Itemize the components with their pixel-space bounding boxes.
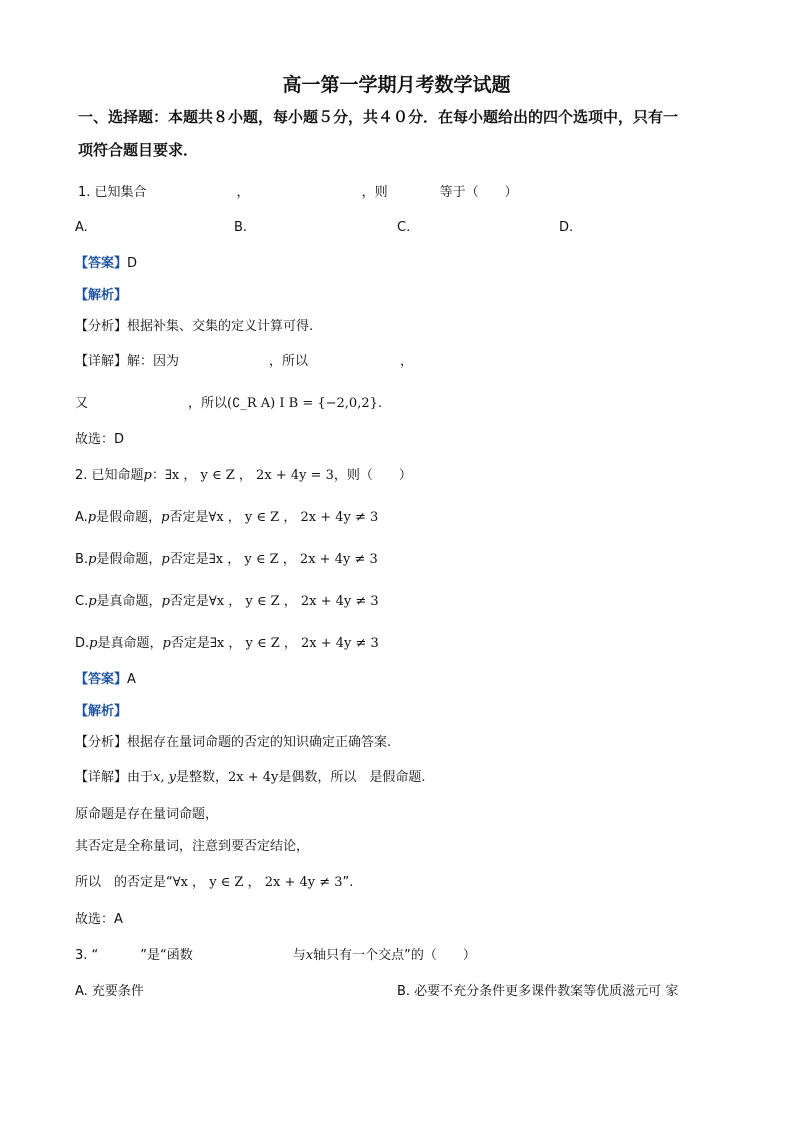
q3-stem-c: 与: [292, 948, 306, 963]
q3-option-b[interactable]: B. 必要不充分条件更多课件教案等优质滋元可 家: [397, 984, 679, 999]
q3-stem-d: 轴只有一个交点”的（ ）: [313, 948, 476, 963]
q1-stem-d: 等于（ ）: [439, 185, 518, 200]
detail-b: 是整数，: [175, 770, 228, 785]
page-title: 高一第一学期月考数学试题: [282, 74, 511, 96]
option-text2: 否定是: [169, 594, 209, 609]
q2-line3: [75, 874, 353, 892]
fenxi-tag: 【分析】: [75, 319, 128, 334]
q1-option-b[interactable]: B.: [234, 220, 248, 235]
detail-xy: x, y: [153, 770, 176, 785]
section-heading-line1: 一、选择题：本题共８小题，每小题５分，共４０分．在每小题给出的四个选项中，只有一: [78, 108, 679, 126]
q2-fenxi: [75, 734, 391, 752]
q2-detail: [75, 769, 426, 787]
detail-line2-math: (∁_R A) I B = {−2,0,2}: [227, 396, 378, 411]
line3-a: 所以 的否定是“: [75, 875, 173, 890]
q3-stem-a: 3. “: [75, 948, 99, 963]
q1-stem: [78, 184, 518, 202]
q3-stem-b: ”是“函数: [140, 948, 193, 963]
option-text1: 是真命题，: [97, 636, 163, 651]
option-p: p: [89, 636, 98, 651]
option-text1: 是真命题，: [96, 594, 162, 609]
option-math: ∃x ， y ∈ Z ， 2x + 4y ≠ 3: [209, 636, 379, 651]
option-math: ∀x ， y ∈ Z ， 2x + 4y ≠ 3: [208, 510, 379, 525]
option-label: D.: [75, 636, 90, 651]
q2-line2: 其否定是全称量词，注意到要否定结论，: [75, 839, 310, 854]
q2-answer: [75, 671, 136, 689]
q2-stem-p: p: [143, 468, 152, 483]
q2-conclusion: 故选：A: [75, 912, 123, 927]
answer-value: D: [127, 256, 138, 271]
line3-math: ∀x ， y ∈ Z ， 2x + 4y ≠ 3: [172, 875, 343, 890]
detail-tag: 【详解】: [75, 770, 128, 785]
line3-b: ”.: [342, 875, 354, 890]
option-label: C.: [75, 594, 89, 609]
option-text2: 否定是: [169, 552, 209, 567]
detail-line2-end: .: [377, 396, 383, 411]
option-p: p: [87, 510, 97, 525]
q2-stem: [75, 467, 412, 485]
q1-option-d[interactable]: D.: [559, 220, 574, 235]
q2-option-d[interactable]: [75, 635, 379, 653]
option-label: B.: [75, 552, 89, 567]
option-p2: p: [161, 510, 170, 525]
q1-detail-line2: [75, 395, 382, 413]
fenxi-text: 根据存在量词命题的否定的知识确定正确答案.: [127, 735, 392, 750]
option-text1: 是假命题，: [96, 510, 162, 525]
q2-option-a[interactable]: [75, 509, 378, 527]
q2-option-b[interactable]: [75, 551, 378, 569]
fenxi-text: 根据补集、交集的定义计算可得.: [127, 319, 314, 334]
q2-stem-math: ：∃x ， y ∈ Z ， 2x + 4y = 3: [151, 468, 334, 483]
option-text1: 是假命题，: [96, 552, 162, 567]
q1-conclusion: 故选：D: [75, 432, 125, 447]
q3-option-a[interactable]: A. 充要条件: [75, 984, 144, 999]
detail-b: ，所以: [269, 354, 309, 369]
detail-a: 由于: [127, 770, 154, 785]
q2-stem-a: 2. 已知命题: [75, 468, 144, 483]
option-math: ∀x ， y ∈ Z ， 2x + 4y ≠ 3: [208, 594, 379, 609]
option-text2: 否定是: [169, 510, 209, 525]
answer-tag: 【答案】: [75, 672, 128, 687]
q1-stem-a: 1. 已知集合: [78, 185, 147, 200]
section-heading-line2: 项符合题目要求．: [78, 141, 199, 159]
answer-tag: 【答案】: [75, 256, 128, 271]
q1-detail: [75, 353, 413, 371]
detail-line2-a: 又: [75, 396, 89, 411]
option-p: p: [88, 552, 97, 567]
option-p2: p: [161, 594, 170, 609]
detail-tag: 【详解】: [75, 354, 128, 369]
q1-stem-b: ，: [236, 185, 250, 200]
option-math: ∃x ， y ∈ Z ， 2x + 4y ≠ 3: [208, 552, 378, 567]
q2-stem-end: ，则（ ）: [333, 468, 412, 483]
option-p2: p: [161, 552, 170, 567]
answer-value: A: [127, 672, 136, 687]
q3-stem: [75, 947, 476, 965]
option-p2: p: [162, 636, 171, 651]
q1-fenxi: [75, 318, 313, 336]
q1-option-a[interactable]: A.: [75, 220, 88, 235]
detail-math: 2x + 4y: [228, 770, 279, 785]
analysis-tag: 【解析】: [75, 288, 128, 303]
q1-answer: [75, 255, 137, 273]
q1-option-c[interactable]: C.: [397, 220, 411, 235]
detail-a: 解：因为: [127, 354, 180, 369]
option-p: p: [88, 594, 97, 609]
q3-stem-x: x: [305, 948, 314, 963]
detail-c: ，: [400, 354, 414, 369]
option-text2: 否定是: [170, 636, 210, 651]
detail-c: 是偶数，所以 是假命题.: [278, 770, 426, 785]
q2-option-c[interactable]: [75, 593, 379, 611]
detail-line2-b: ，所以: [188, 396, 228, 411]
fenxi-tag: 【分析】: [75, 735, 128, 750]
option-label: A.: [75, 510, 88, 525]
q2-line1: 原命题是存在量词命题，: [75, 807, 219, 822]
q1-stem-c: ，则: [361, 185, 388, 200]
analysis-tag: 【解析】: [75, 704, 128, 719]
